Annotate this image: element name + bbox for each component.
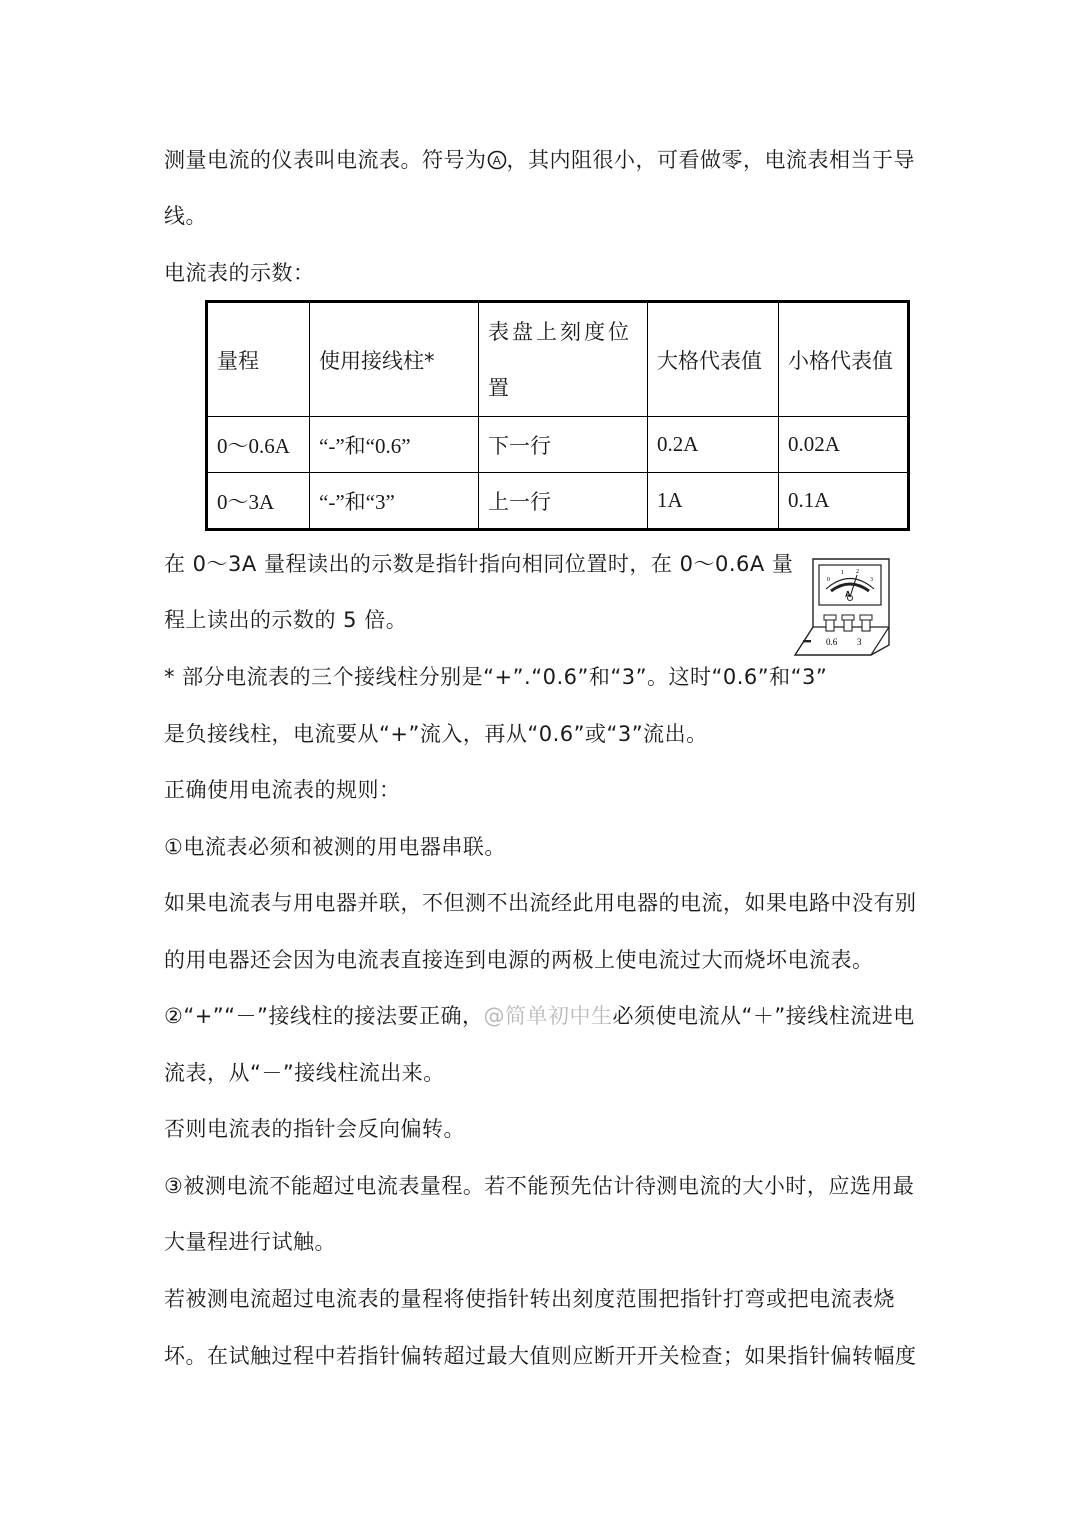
terminal-label: 3 bbox=[857, 637, 862, 647]
table-header-row bbox=[207, 302, 909, 417]
watermark: @简单初中生 bbox=[483, 1004, 613, 1028]
svg-text:A: A bbox=[492, 153, 501, 168]
rule-2-detail: 否则电流表的指针会反向偏转。 bbox=[164, 1117, 465, 1141]
rule-2-line-2: 流表，从“－”接线柱流出来。 bbox=[164, 1061, 445, 1085]
rules-heading: 正确使用电流表的规则： bbox=[164, 778, 401, 802]
rule-3-detail-2: 坏。在试触过程中若指针偏转超过最大值则应断开开关检查；如果指针偏转幅度 bbox=[164, 1344, 917, 1368]
header-cell: 小格代表值 bbox=[779, 302, 909, 417]
meter-tick-label: 0 bbox=[827, 577, 830, 583]
terminal-cap bbox=[842, 615, 854, 620]
rule-1-detail-1: 如果电流表与用电器并联，不但测不出流经此用电器的电流，如果电路中没有别 bbox=[164, 891, 917, 915]
header-cell: 表盘上刻度位 置 bbox=[479, 302, 648, 417]
ammeter-symbol-icon bbox=[487, 149, 507, 177]
meter-tick-label: 2 bbox=[856, 569, 859, 575]
terminal-label: 0.6 bbox=[826, 637, 838, 647]
rule-1: ①电流表必须和被测的用电器串联。 bbox=[164, 835, 506, 859]
rule-3-line-1: ③被测电流不能超过电流表量程。若不能预先估计待测电流的大小时，应选用最 bbox=[164, 1174, 915, 1198]
rule-3-line-2: 大量程进行试触。 bbox=[164, 1230, 336, 1254]
meter-tick-label: 1 bbox=[841, 570, 844, 576]
meter-tick-label: 3 bbox=[870, 577, 873, 583]
ammeter-illustration bbox=[793, 553, 893, 661]
meter-unit-label: A bbox=[845, 590, 851, 599]
table-cell: 0.2A bbox=[648, 417, 779, 473]
header-cell: 使用接线柱* bbox=[310, 302, 479, 417]
table-cell: 0.02A bbox=[779, 417, 909, 473]
table-cell: 0～0.6A bbox=[207, 417, 310, 473]
terminal-cap bbox=[860, 615, 872, 620]
terminal-cap bbox=[824, 615, 836, 620]
note-line-1: * 部分电流表的三个接线柱分别是“+”.“0.6”和“3”。这时“0.6”和“3” bbox=[164, 665, 828, 689]
table-cell: 下一行 bbox=[479, 417, 648, 473]
table-cell: 1A bbox=[648, 473, 779, 530]
rule-3-detail-1: 若被测电流超过电流表的量程将使指针转出刻度范围把指针打弯或把电流表烧 bbox=[164, 1287, 895, 1311]
table-cell: 0.1A bbox=[779, 473, 909, 530]
terminal-post bbox=[844, 619, 852, 631]
table-cell: “-”和“0.6” bbox=[310, 417, 479, 473]
header-cell: 大格代表值 bbox=[648, 302, 779, 417]
rule-2-line-1: ②“+”“－”接线柱的接法要正确，@简单初中生必须使电流从“＋”接线柱流进电 bbox=[164, 1004, 915, 1028]
intro-line-2: 线。 bbox=[164, 204, 207, 228]
minus-terminal-mark bbox=[803, 640, 811, 642]
table-heading: 电流表的示数： bbox=[164, 261, 315, 285]
intro-line-1: 测量电流的仪表叫电流表。符号为 A ，其内阻很小，可看做零，电流表相当于导 bbox=[164, 146, 915, 177]
table-cell: 0～3A bbox=[207, 473, 310, 530]
ratio-line-2: 程上读出的示数的 5 倍。 bbox=[164, 608, 408, 632]
ratio-line-1: 在 0～3A 量程读出的示数是指针指向相同位置时，在 0～0.6A 量 bbox=[164, 552, 794, 576]
terminal-post bbox=[862, 619, 870, 631]
table-row bbox=[207, 473, 909, 530]
range-table bbox=[205, 300, 910, 531]
table-cell: 上一行 bbox=[479, 473, 648, 530]
terminal-post bbox=[826, 619, 834, 631]
rule-1-detail-2: 的用电器还会因为电流表直接连到电源的两极上使电流过大而烧坏电流表。 bbox=[164, 948, 874, 972]
note-line-2: 是负接线柱，电流要从“+”流入，再从“0.6”或“3”流出。 bbox=[164, 722, 708, 746]
table-cell: “-”和“3” bbox=[310, 473, 479, 530]
header-cell: 量程 bbox=[207, 302, 310, 417]
table-row bbox=[207, 417, 909, 473]
